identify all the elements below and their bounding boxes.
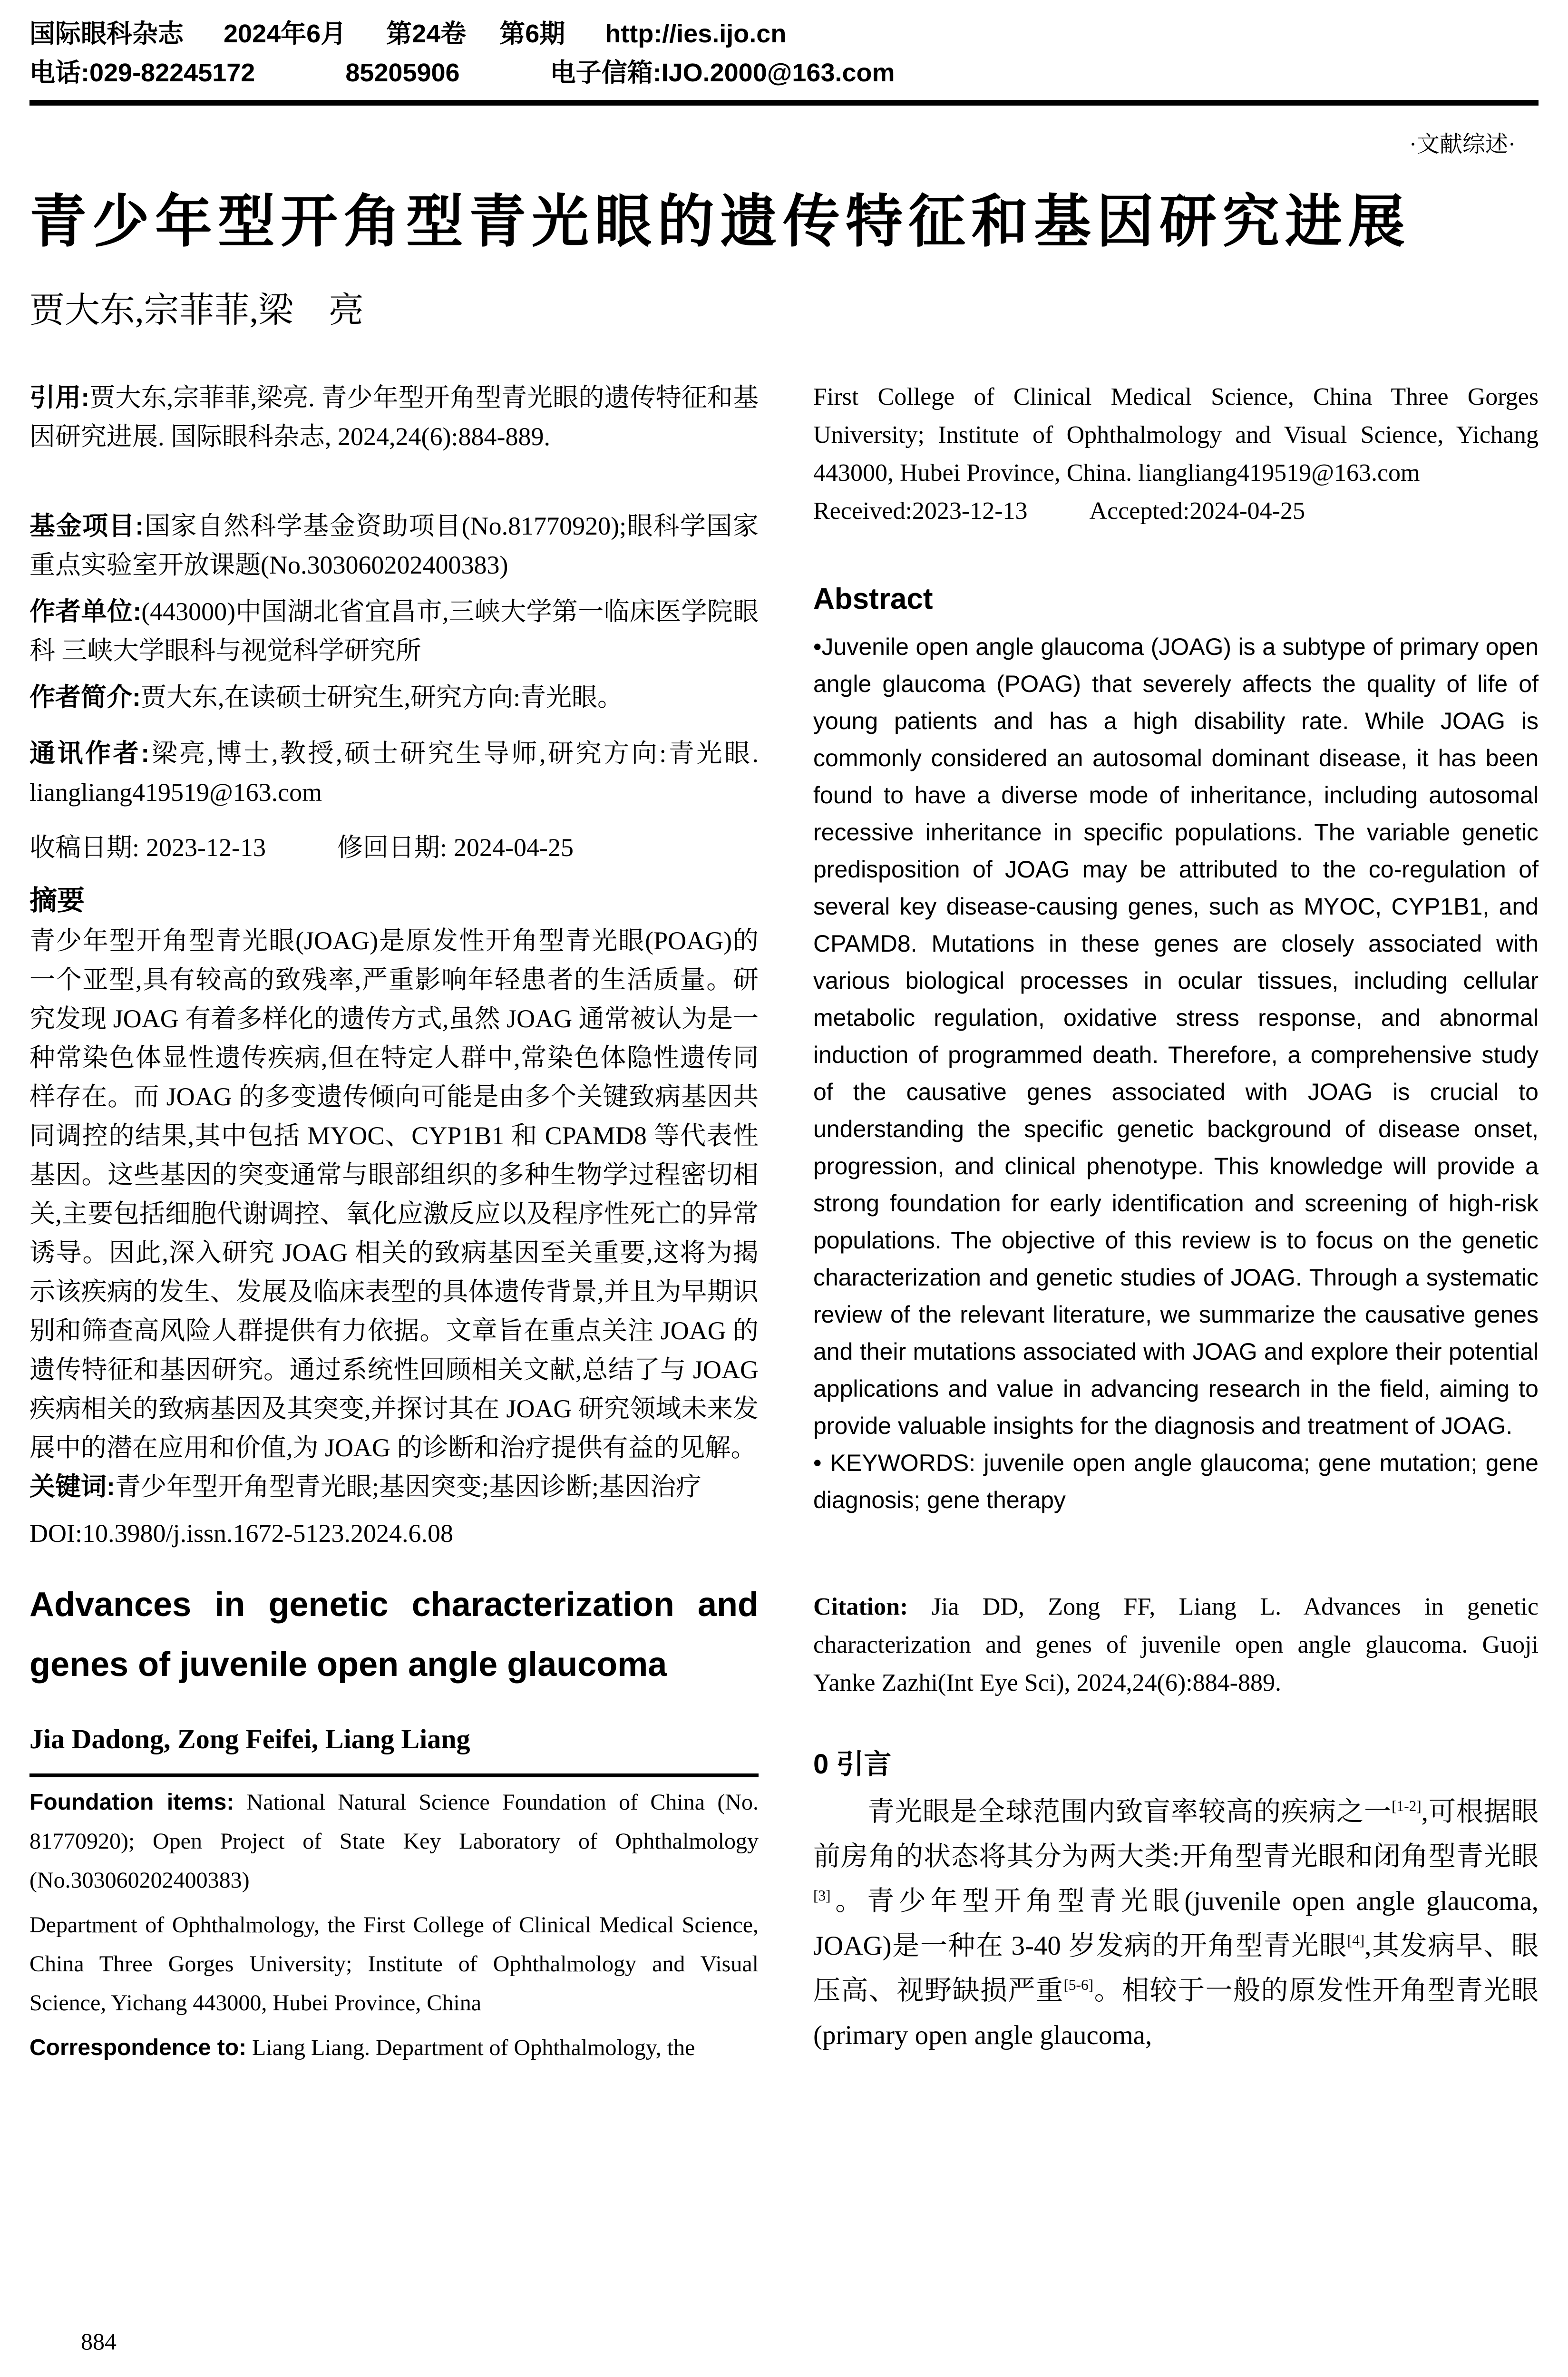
fund-label: 基金项目: — [29, 512, 144, 540]
journal-email: 电子信箱:IJO.2000@163.com — [550, 58, 895, 87]
journal-phone: 电话:029-82245172 — [29, 58, 255, 87]
intro-paragraph: 青光眼是全球范围内致盲率较高的疾病之一[1-2],可根据眼前房角的状态将其分为两大类:开角型青光眼和闭角型青光眼[3]。青少年型开角型青光眼(juvenile open angle glaucoma, JOAG)是一种在 3-40 岁发病的开角型青光眼[4],其发病早、眼压高、视野缺损严重[5-6]。相较于一般的原发性开角型青光眼(primary open angle glaucoma, — [813, 1797, 1539, 2050]
journal-masthead — [29, 14, 1539, 92]
authors-cn: 贾大东,宗菲菲,梁 亮 — [29, 291, 364, 330]
citation-cn-text: 贾大东,宗菲菲,梁亮. 青少年型开角型青光眼的遗传特征和基因研究进展. 国际眼科杂志, 2024,24(6):884-889. — [29, 383, 759, 451]
abstract-cn-paragraph: 青少年型开角型青光眼(JOAG)是原发性开角型青光眼(POAG)的一个亚型,具有较高的致残率,严重影响年轻患者的生活质量。研究发现 JOAG 有着多样化的遗传方式,虽然 JOAG 通常被认为是一种常染色体显性遗传疾病,但在特定人群中,常染色体隐性遗传同样存在。而 JOAG 的多变遗传倾向可能是由多个关键致病基因共同调控的结果,其中包括 MYOC、CYP1B1 和 CPAMD8 等代表性基因。这些基因的突变通常与眼部组织的多种生物学过程密切相关,主要包括细胞代谢调控、氧化应激反应以及程序性死亡的异常诱导。因此,深入研究 JOAG 相关的致病基因至关重要,这将为揭示该疾病的发生、发展及临床表型的具体遗传背景,并且为早期识别和筛查高风险人群提供有力依据。文章旨在重点关注 JOAG 的遗传特征和基因研究。通过系统性回顾相关文献,总结了与 JOAG 疾病相关的致病基因及其突变,并探讨其在 JOAG 研究领域未来发展中的潜在应用和价值,为 JOAG 的诊断和治疗提供有益的见解。 — [29, 926, 759, 1462]
fund-text: 国家自然科学基金资助项目(No.81770920);眼科学国家重点实验室开放课题(No.303060202400383) — [29, 512, 759, 579]
corresponding-block — [29, 734, 759, 812]
keywords-cn-text: 青少年型开角型青光眼;基因突变;基因诊断;基因治疗 — [115, 1472, 701, 1501]
abstract-en-text: Juvenile open angle glaucoma (JOAG) is a subtype of primary open angle glaucoma (POAG) that severely affects the quality of life of young patients and has a high disability rate. While JOAG is commonly considered an autosomal dominant disease, it has been found to have a diverse mode of inheritance, including autosomal recessive inheritance in specific populations. The variable genetic predisposition of JOAG may be attributed to the co-regulation of several key disease-causing genes, such as MYOC, CYP1B1, and CPAMD8. Mutations in these genes are closely associated with various biological processes in ocular tissues, including cellular metabolic regulation, oxidative stress response, and abnormal induction of programmed death. Therefore, a comprehensive study of the causative genes associated with JOAG is crucial to understanding the specific genetic background of disease onset, progression, and clinical phenotype. This knowledge will provide a strong foundation for early identification and screening of high-risk populations. The objective of this review is to focus on the genetic characterization and genetic studies of JOAG. Through a systematic review of the relevant literature, we summarize the causative genes and their mutations associated with JOAG and explore their potential applications and value in advancing research in the field, aiming to provide valuable insights for the diagnosis and treatment of JOAG. — [813, 633, 1539, 1439]
correspondence-line — [29, 2028, 759, 2067]
received-label: Received: — [813, 497, 912, 525]
author-bio-label: 作者简介: — [29, 683, 141, 711]
journal-volume: 第24卷 — [386, 19, 467, 48]
affiliation-cn-block — [29, 592, 759, 670]
category-label: ·文献综述· — [1409, 132, 1516, 157]
citation-cn-block — [29, 378, 759, 456]
received-date: 2023-12-13 — [912, 497, 1028, 525]
page-number: 884 — [81, 2328, 117, 2355]
correspondence-text: Liang Liang. Department of Ophthalmology, the — [252, 2035, 695, 2060]
article-title-cn: 青少年型开角型青光眼的遗传特征和基因研究进展 — [29, 190, 1411, 253]
received-cn-date: 2023-12-13 — [146, 833, 266, 862]
department-line: Department of Ophthalmology, the First College of Clinical Medical Science, China Three Gorges University; Institute of Ophthalmology and Visual Science, Yichang 443000, Hubei Province, China — [29, 1912, 759, 2016]
corresponding-label: 通讯作者: — [29, 739, 150, 768]
abstract-heading-en: Abstract — [813, 583, 933, 615]
affiliation-cn-label: 作者单位: — [29, 597, 142, 626]
citation-en-paragraph — [813, 1588, 1539, 1702]
dates-line — [29, 828, 759, 867]
received-accepted-line — [813, 492, 1539, 530]
affiliation-en-paragraph: First College of Clinical Medical Science, China Three Gorges University; Institute of Ophthalmology and Visual Science, Yichang 443000, Hubei Province, China. liangliang419519@163.com — [813, 383, 1539, 487]
correspondence-label: Correspondence to: — [29, 2035, 247, 2060]
abstract-heading-cn: 摘要 — [29, 885, 85, 916]
foundation-items-text: National Natural Science Foundation of China (No. 81770920); Open Project of State Key Laboratory of Ophthalmology (No.303060202400383) — [29, 1790, 759, 1893]
accepted-date: 2024-04-25 — [1189, 497, 1305, 525]
keywords-en-label: KEYWORDS: — [830, 1450, 976, 1476]
bullet-icon: • — [813, 1450, 822, 1476]
abstract-en-paragraph — [813, 628, 1539, 1444]
affiliation-cn-text: (443000)中国湖北省宜昌市,三峡大学第一临床医学院眼科 三峡大学眼科与视觉科学研究所 — [29, 597, 759, 665]
citation-cn-label: 引用: — [29, 383, 90, 412]
revised-cn-date: 2024-04-25 — [454, 833, 574, 862]
accepted-label: Accepted: — [1089, 497, 1190, 525]
authors-en: Jia Dadong, Zong Feifei, Liang Liang — [29, 1724, 470, 1754]
intro-heading: 0 引言 — [813, 1749, 892, 1780]
keywords-cn-label: 关键词: — [29, 1472, 115, 1501]
fund-block — [29, 507, 759, 585]
received-cn-label: 收稿日期: — [29, 833, 140, 862]
journal-phone2: 85205906 — [345, 58, 460, 87]
keywords-cn-paragraph — [29, 1467, 759, 1506]
journal-name: 国际眼科杂志 — [29, 19, 184, 48]
left-column — [29, 378, 759, 2067]
masthead-line1 — [29, 14, 1539, 53]
keywords-en-text: juvenile open angle glaucoma; gene mutation; gene diagnosis; gene therapy — [813, 1450, 1539, 1513]
doi-line: DOI:10.3980/j.issn.1672-5123.2024.6.08 — [29, 1519, 453, 1548]
author-bio-text: 贾大东,在读硕士研究生,研究方向:青光眼。 — [140, 683, 623, 711]
footnote-divider — [29, 1773, 759, 1777]
foundation-items-label: Foundation items: — [29, 1790, 234, 1815]
journal-issue-date: 2024年6月 — [224, 19, 347, 48]
revised-cn-label: 修回日期: — [337, 833, 447, 862]
journal-issue: 第6期 — [499, 19, 565, 48]
citation-en-text: Jia DD, Zong FF, Liang L. Advances in genetic characterization and genes of juvenile open angle glaucoma. Guoji Yanke Zazhi(Int Eye Sci), 2024,24(6):884-889. — [813, 1593, 1539, 1696]
two-column-body — [29, 378, 1539, 2067]
journal-website: http://ies.ijo.cn — [605, 19, 787, 48]
article-title-en: Advances in genetic characterization and genes of juvenile open angle glaucoma — [29, 1586, 759, 1684]
masthead-line2 — [29, 53, 1539, 92]
bullet-icon: • — [813, 633, 822, 660]
foundation-items — [29, 1783, 759, 1900]
masthead-divider — [29, 100, 1539, 106]
right-column — [813, 378, 1539, 2067]
author-bio-block — [29, 678, 759, 717]
keywords-en-paragraph — [813, 1444, 1539, 1519]
corresponding-text: 梁亮,博士,教授,硕士研究生导师,研究方向:青光眼. liangliang419519@163.com — [29, 739, 759, 807]
footnote-block — [29, 1783, 759, 2067]
citation-en-label: Citation: — [813, 1593, 908, 1620]
